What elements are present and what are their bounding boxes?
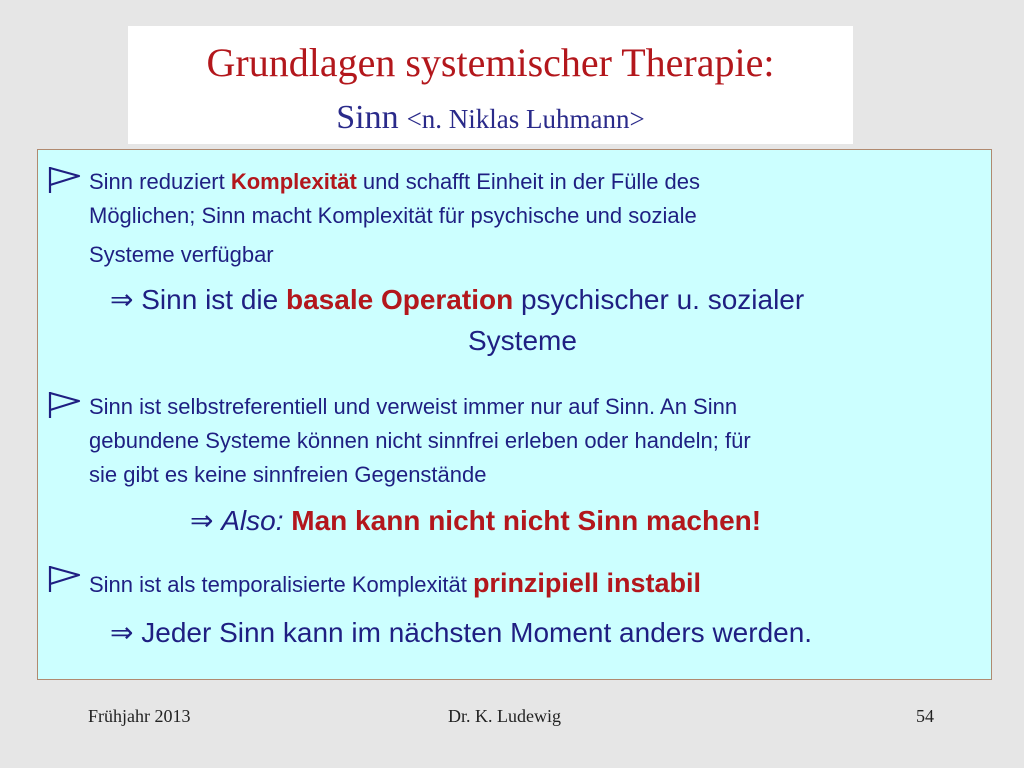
point-1-line-3: Systeme verfügbar xyxy=(89,242,274,267)
subtitle-topic: Sinn xyxy=(336,99,399,136)
implies-arrow-icon: ⇒ xyxy=(190,504,214,537)
footer-author: Dr. K. Ludewig xyxy=(448,706,561,726)
point-3-conclusion: ⇒ Jeder Sinn kann im nächsten Moment anders werden. xyxy=(110,616,813,649)
pennant-flag-icon xyxy=(46,165,82,195)
point-2-line-1: Sinn ist selbstreferentiell und verweist immer nur auf Sinn. An Sinn xyxy=(89,394,738,419)
footer-date: Frühjahr 2013 xyxy=(88,706,191,726)
footer-page-number: 54 xyxy=(916,706,934,726)
point-3-line-1: Sinn ist als temporalisierte Komplexität prinzipiell instabil xyxy=(89,568,701,598)
implies-arrow-icon: ⇒ xyxy=(110,616,134,649)
point-2-line-2: gebundene Systeme können nicht sinnfrei erleben oder handeln; für xyxy=(89,428,751,453)
pennant-flag-icon xyxy=(46,564,82,594)
title-area xyxy=(128,26,853,144)
content-panel xyxy=(37,149,992,680)
slide-title: Grundlagen systemischer Therapie: xyxy=(206,40,775,85)
point-1-conclusion-line-2: Systeme xyxy=(468,325,577,356)
point-2-line-3: sie gibt es keine sinnfreien Gegenstände xyxy=(89,462,487,487)
pennant-flag-icon xyxy=(46,390,82,420)
implies-arrow-icon: ⇒ xyxy=(110,283,134,316)
point-1-line-1: Sinn reduziert Komplexität und schafft Einheit in der Fülle des xyxy=(89,169,701,194)
point-1-line-2: Möglichen; Sinn macht Komplexität für psychische und soziale xyxy=(89,203,697,228)
subtitle-source: <n. Niklas Luhmann> xyxy=(406,104,645,134)
point-1-conclusion: ⇒ Sinn ist die basale Operation psychischer u. sozialer xyxy=(110,283,805,316)
slide-subtitle xyxy=(128,98,853,144)
point-2-conclusion: ⇒ Also: Man kann nicht nicht Sinn machen! xyxy=(190,504,762,537)
